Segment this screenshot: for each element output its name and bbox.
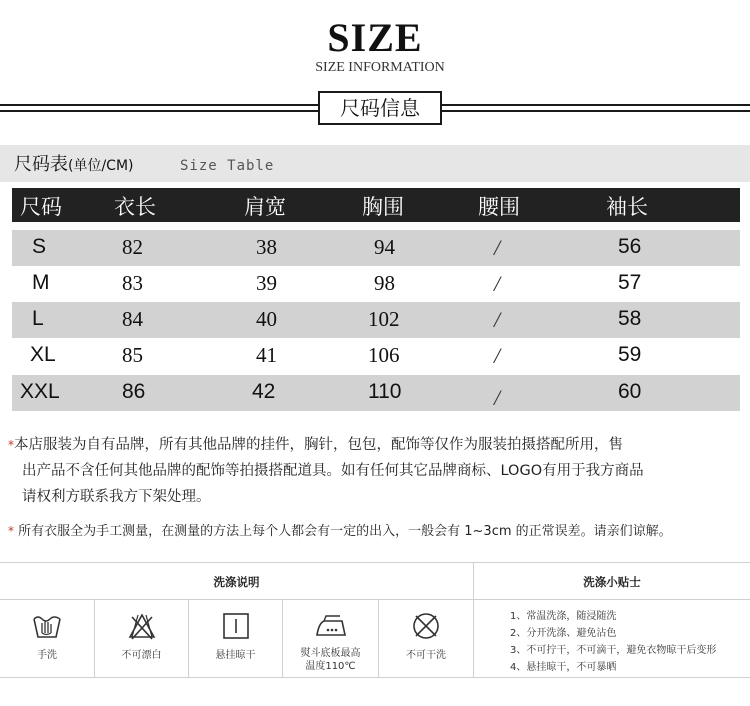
page-subtitle: SIZE INFORMATION <box>315 60 445 75</box>
no-bleach-icon <box>125 611 159 641</box>
care-label: 不可漂白 <box>121 650 162 661</box>
care-item-iron <box>283 601 378 677</box>
care-tip: 2、分开洗涤、避免沾色 <box>510 628 617 639</box>
cell-size: S <box>32 235 47 258</box>
cell-size: XXL <box>20 380 60 403</box>
care-item-no-dry-clean <box>379 601 473 677</box>
care-panel <box>0 562 750 678</box>
care-label: 手洗 <box>37 650 57 661</box>
table-row <box>12 230 740 266</box>
cell-chest: 106 <box>368 343 400 367</box>
brand-note-line3: 请权利方联系我方下架处理。 <box>22 489 211 505</box>
cell-shoulder: 42 <box>252 380 276 403</box>
header-rule-top-right <box>440 104 750 106</box>
care-item-hang-dry <box>189 601 282 677</box>
cell-chest: 110 <box>368 380 402 403</box>
cell-size: XL <box>30 343 56 366</box>
header-shoulder: 肩宽 <box>244 195 286 219</box>
hang-dry-icon <box>219 611 253 641</box>
care-label: 不可干洗 <box>406 650 446 661</box>
cell-sleeve: 57 <box>618 271 642 294</box>
hand-wash-icon <box>30 611 64 641</box>
cell-sleeve: 56 <box>618 235 642 258</box>
care-label: 熨斗底板最高 温度110℃ <box>300 648 361 672</box>
header-rule-bottom-right <box>440 110 750 112</box>
cell-waist: / <box>494 307 501 332</box>
care-instructions-title: 洗涤说明 <box>213 575 260 589</box>
cell-waist: / <box>494 343 501 368</box>
cell-waist: / <box>494 385 501 410</box>
table-row <box>12 375 740 411</box>
cell-chest: 94 <box>374 235 395 259</box>
cell-waist: / <box>494 271 501 296</box>
cell-length: 85 <box>122 343 143 367</box>
cell-shoulder: 41 <box>256 343 277 367</box>
brand-note-line2: 出产品不含任何其他品牌的配饰等拍摄搭配道具。如有任何其它品牌商标、LOGO有用于我方商品 <box>22 463 644 479</box>
care-tip: 1、常温洗涤，随浸随洗 <box>510 611 617 622</box>
table-header <box>12 188 740 222</box>
cell-shoulder: 40 <box>256 307 277 331</box>
header-chest: 胸围 <box>362 195 404 219</box>
cell-shoulder: 39 <box>256 271 277 295</box>
cell-shoulder: 38 <box>256 235 277 259</box>
section-unit: (单位/CM) <box>68 158 134 174</box>
header-waist: 腰围 <box>478 195 520 219</box>
cell-sleeve: 60 <box>618 380 642 403</box>
cell-size: L <box>32 307 44 330</box>
cell-length: 86 <box>122 380 146 403</box>
care-label: 悬挂晾干 <box>215 650 256 661</box>
cell-size: M <box>32 271 50 294</box>
header-sleeve: 袖长 <box>606 195 648 219</box>
cell-chest: 98 <box>374 271 395 295</box>
brand-note <box>8 432 748 510</box>
measure-note: * 所有衣服全为手工测量，在测量的方法上每个人都会有一定的出入，一般会有 1~3cm 的正常误差。请亲们谅解。 <box>8 524 672 539</box>
care-tip: 4、悬挂晾干，不可暴晒 <box>510 662 617 673</box>
care-tips-title: 洗涤小贴士 <box>583 575 641 589</box>
section-title-cn: 尺码表 <box>14 154 68 175</box>
cell-sleeve: 59 <box>618 343 642 366</box>
care-divider <box>0 599 750 600</box>
cell-length: 82 <box>122 235 143 259</box>
cell-length: 84 <box>122 307 143 331</box>
page-title: SIZE <box>327 15 423 60</box>
cell-chest: 102 <box>368 307 400 331</box>
table-row <box>12 266 740 302</box>
care-item-hand-wash <box>0 601 94 677</box>
size-info-banner: 尺码信息 <box>318 91 442 125</box>
cell-length: 83 <box>122 271 143 295</box>
no-dry-clean-icon <box>409 611 443 641</box>
table-row <box>12 338 740 374</box>
care-item-no-bleach <box>95 601 188 677</box>
header-size: 尺码 <box>20 195 62 219</box>
note-star: * <box>8 524 14 538</box>
section-title-en: Size Table <box>180 158 275 174</box>
table-row <box>12 302 740 338</box>
cell-sleeve: 58 <box>618 307 642 330</box>
header-rule-bottom-left <box>0 110 320 112</box>
note-star: * <box>8 438 14 452</box>
brand-note-line1: *本店服装为自有品牌，所有其他品牌的挂件，胸针，包包，配饰等仅作为服装拍摄搭配所用，售 <box>8 437 623 453</box>
care-tip: 3、不可拧干，不可滴干，避免衣物晾干后变形 <box>510 645 717 656</box>
header-rule-top-left <box>0 104 320 106</box>
cell-waist: / <box>494 235 501 260</box>
header-length: 衣长 <box>114 195 156 219</box>
section-title <box>14 150 134 176</box>
iron-icon <box>314 611 348 641</box>
